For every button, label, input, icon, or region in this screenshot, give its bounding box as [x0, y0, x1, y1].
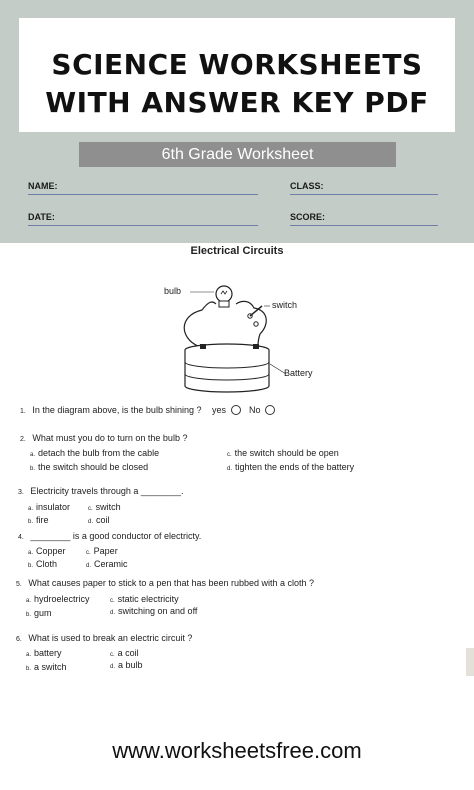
bulb-icon [216, 286, 232, 302]
question-number: 5. [16, 581, 22, 588]
question-1 [20, 405, 281, 415]
option-letter: b. [26, 612, 32, 618]
battery-terminal [253, 344, 259, 349]
question-6 [16, 633, 192, 643]
option-letter: a. [26, 652, 32, 658]
question-number: 2. [20, 436, 26, 443]
page-title-line-1: SCIENCE WORKSHEETS [51, 48, 423, 81]
question-text: Electricity travels through a ________. [30, 486, 184, 496]
option-letter: a. [28, 506, 34, 512]
question-text: What must you do to turn on the bulb ? [32, 433, 188, 443]
worksheet-title: Electrical Circuits [190, 245, 284, 257]
option-letter: a. [30, 452, 36, 458]
option-3c [88, 502, 121, 512]
option-3d [88, 515, 110, 525]
title-box [19, 18, 455, 132]
footer-url[interactable]: www.worksheetsfree.com [112, 738, 362, 763]
battery-body [185, 350, 269, 392]
option-5d [110, 606, 197, 616]
circuit-diagram [150, 278, 330, 408]
option-text: switch [95, 502, 121, 512]
option-letter: b. [30, 466, 36, 472]
option-text: Copper [36, 546, 66, 556]
question-2 [20, 433, 187, 443]
question-number: 3. [18, 489, 24, 496]
option-letter: d. [110, 664, 116, 670]
option-text: fire [36, 515, 49, 525]
option-text: coil [96, 515, 110, 525]
option-6b [26, 662, 67, 672]
option-text: the switch should be open [234, 448, 339, 458]
switch-lever-icon [250, 306, 262, 316]
option-letter: d. [86, 563, 92, 569]
option-letter: c. [86, 550, 91, 556]
option-letter: d. [88, 519, 94, 525]
question-3 [18, 486, 183, 496]
option-text: hydroelectricy [34, 594, 90, 604]
score-field-line [290, 225, 438, 226]
option-6d [110, 660, 143, 670]
class-label: CLASS: [290, 181, 324, 191]
question-text: ________ is a good conductor of electricty. [30, 531, 202, 541]
option-6a [26, 648, 62, 658]
option-text: insulator [36, 502, 71, 512]
question-number: 6. [16, 636, 22, 643]
question-number: 1. [20, 408, 26, 415]
battery-terminal [200, 344, 206, 349]
option-text: a switch [34, 662, 67, 672]
class-field-line [290, 194, 438, 195]
option-letter: a. [28, 550, 34, 556]
option-letter: c. [88, 506, 93, 512]
question-number: 4. [18, 534, 24, 541]
option-letter: b. [28, 519, 34, 525]
option-5b [26, 608, 52, 618]
page-title-line-2: WITH ANSWER KEY PDF [45, 86, 429, 119]
switch-label: switch [272, 300, 298, 310]
option-2b [30, 462, 148, 472]
option-6c [110, 648, 139, 658]
option-4d [86, 559, 128, 569]
option-text: switching on and off [118, 606, 198, 616]
option-text: static electricity [117, 594, 179, 604]
option-text: a bulb [118, 660, 143, 670]
option-text: a coil [117, 648, 139, 658]
question-text: In the diagram above, is the bulb shining ? [32, 405, 202, 415]
date-field-line [28, 225, 258, 226]
option-4c [86, 546, 118, 556]
bulb-label: bulb [164, 286, 182, 296]
switch-contact [254, 322, 258, 326]
option-3a [28, 502, 70, 512]
option-text: gum [34, 608, 52, 618]
option-letter: d. [110, 610, 116, 616]
option-2d [227, 462, 354, 472]
option-text: tighten the ends of the battery [235, 462, 355, 472]
name-field-line [28, 194, 258, 195]
option-letter: b. [28, 563, 34, 569]
name-label: NAME: [28, 181, 58, 191]
answer-no-label: No [249, 405, 261, 415]
option-text: Cloth [36, 559, 58, 569]
option-3b [28, 515, 49, 525]
yes-radio[interactable] [231, 405, 241, 415]
option-letter: a. [26, 598, 32, 604]
option-text: the switch should be closed [38, 462, 149, 472]
question-text: What causes paper to stick to a pen that has been rubbed with a cloth ? [28, 578, 315, 588]
option-letter: d. [227, 466, 233, 472]
option-text: detach the bulb from the cable [38, 448, 160, 458]
option-2c [227, 448, 339, 458]
bulb-base [219, 301, 229, 307]
option-4a [28, 546, 66, 556]
score-label: SCORE: [290, 212, 326, 222]
question-4 [18, 531, 201, 541]
grade-banner: 6th Grade Worksheet [79, 142, 396, 167]
no-radio[interactable] [265, 405, 275, 415]
option-letter: c. [110, 652, 115, 658]
option-text: Ceramic [94, 559, 128, 569]
option-letter: b. [26, 666, 32, 672]
answer-yes-label: yes [212, 405, 227, 415]
date-label: DATE: [28, 212, 55, 222]
battery-label: Battery [284, 368, 313, 378]
circuit-drawing [150, 278, 330, 403]
option-text: battery [34, 648, 62, 658]
question-5 [16, 578, 314, 588]
question-text: What is used to break an electric circuit ? [28, 633, 193, 643]
option-2a [30, 448, 159, 458]
option-5a [26, 594, 90, 604]
option-4b [28, 559, 57, 569]
option-text: Paper [93, 546, 118, 556]
option-5c [110, 594, 179, 604]
option-letter: c. [227, 452, 232, 458]
option-letter: c. [110, 598, 115, 604]
page-edge [466, 648, 474, 676]
